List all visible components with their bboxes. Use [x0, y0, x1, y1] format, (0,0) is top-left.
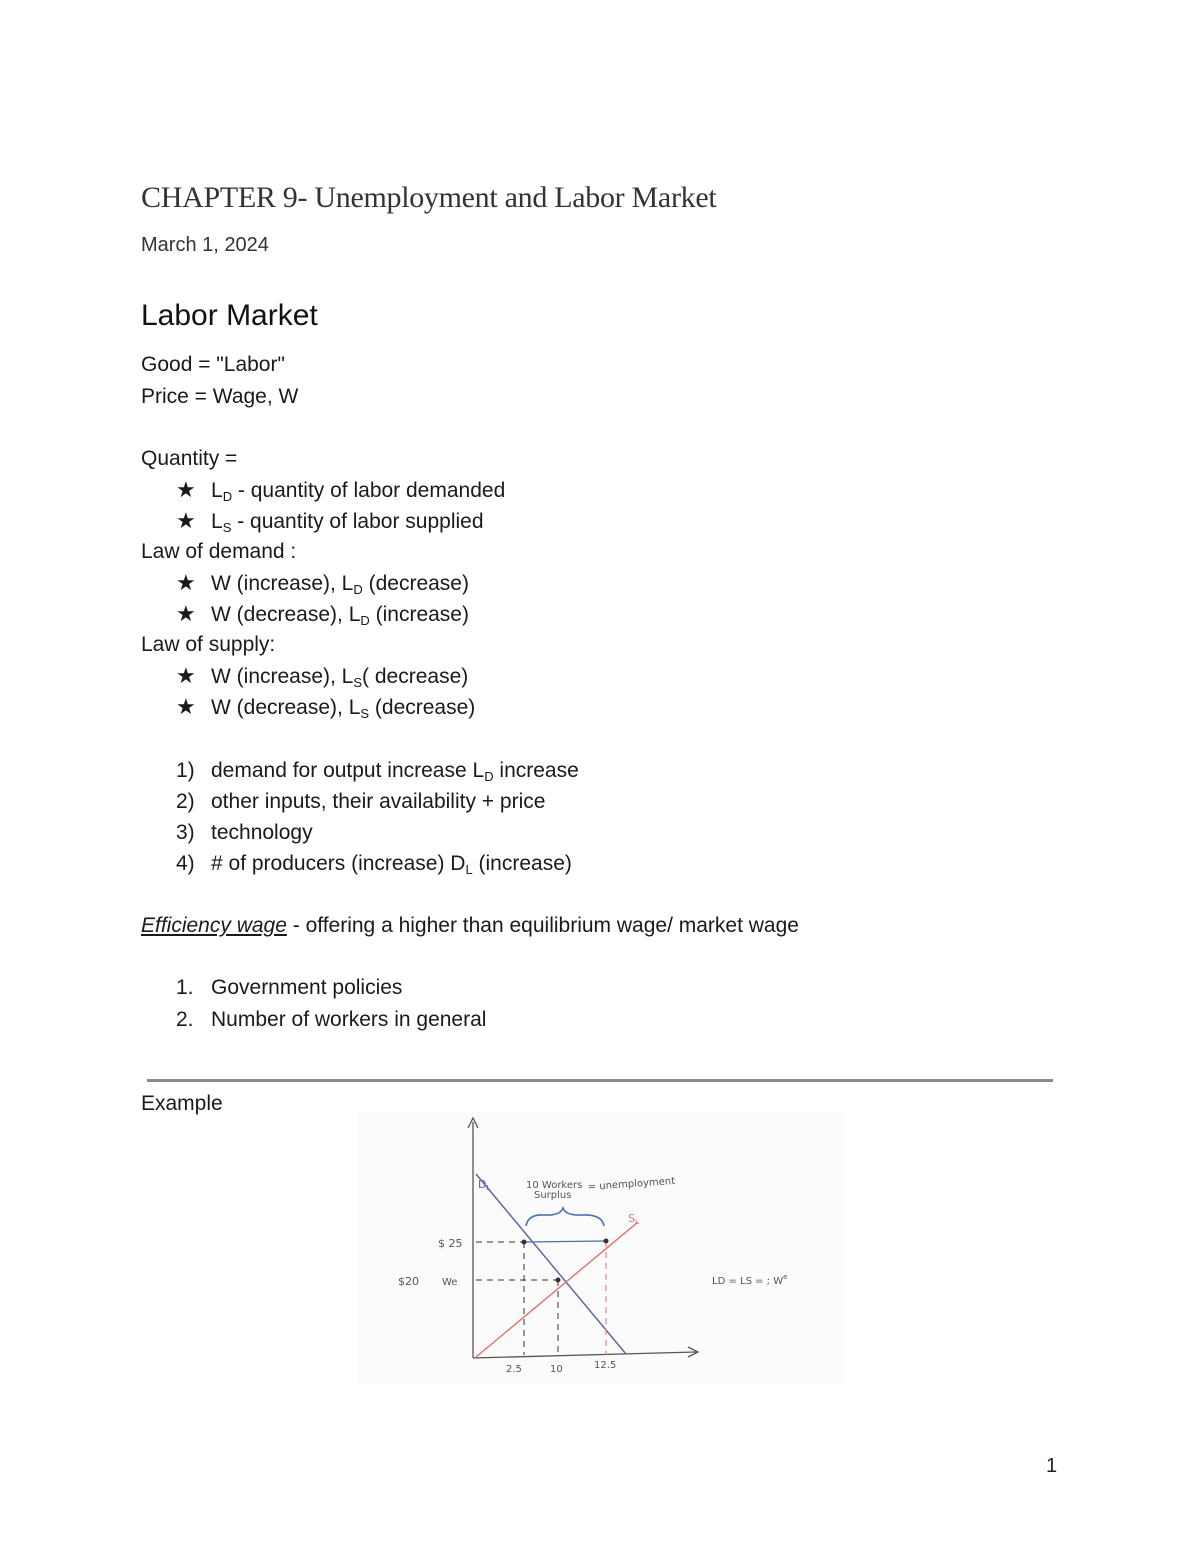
equilibrium-point [556, 1278, 561, 1283]
unemployment-note: = unemployment [587, 1175, 676, 1193]
price-line: Price = Wage, W [141, 385, 299, 408]
surplus-label-line2: Surplus [534, 1190, 572, 1201]
bullet-item: ★ $L_S$ - quantity of labor supplied [176, 508, 484, 535]
list-item: 2) other inputs, their availability + price [176, 790, 546, 813]
list-item: 2. Number of workers in general [176, 1008, 487, 1031]
star-bullet-icon: ★ [176, 570, 196, 595]
star-bullet-icon: ★ [176, 694, 196, 719]
demand-point [522, 1240, 527, 1245]
x-tick-label: 10 [550, 1364, 563, 1375]
efficiency-wage-definition: Efficiency wage - offering a higher than equilibrium wage/ market wage [141, 914, 799, 937]
list-item: 3) technology [176, 821, 313, 844]
good-line: Good = "Labor" [141, 353, 285, 376]
demand-label: DL [478, 1178, 491, 1192]
example-label: Example [141, 1092, 223, 1115]
supply-label: SL [628, 1212, 639, 1226]
x-tick-label: 2.5 [506, 1364, 522, 1375]
bullet-item: ★ W (increase), $L_D$ (decrease) [176, 570, 469, 597]
list-item: 1. Government policies [176, 976, 403, 999]
star-bullet-icon: ★ [176, 508, 196, 533]
equilibrium-note: LD = LS = ; $W^e$ [712, 1273, 788, 1287]
supply-point [604, 1239, 609, 1244]
bullet-item: ★ W (increase), $L_S$( decrease) [176, 663, 469, 690]
horizontal-divider [147, 1079, 1053, 1082]
star-bullet-icon: ★ [176, 601, 196, 626]
star-bullet-icon: ★ [176, 477, 196, 502]
quantity-label: Quantity = [141, 447, 238, 470]
x-tick-label: 12.5 [594, 1360, 617, 1371]
we-label: We [442, 1277, 458, 1288]
efficiency-wage-term: Efficiency wage [141, 914, 287, 937]
labor-market-sketch [358, 1112, 844, 1384]
bullet-item: ★ $L_D$ - quantity of labor demanded [176, 477, 506, 504]
price-eq-label: $20 [398, 1275, 419, 1288]
bullet-item: ★ W (decrease), $L_S$ (decrease) [176, 694, 476, 721]
chapter-title: CHAPTER 9- Unemployment and Labor Market [141, 181, 717, 214]
section-heading: Labor Market [141, 299, 318, 332]
star-bullet-icon: ★ [176, 663, 196, 688]
law-of-demand-label: Law of demand : [141, 540, 297, 563]
note-date: March 1, 2024 [141, 234, 269, 256]
list-item: 1) demand for output increase $L_D$ increase [176, 759, 579, 784]
page-number: 1 [1046, 1455, 1058, 1477]
sketch-background [358, 1112, 844, 1384]
bullet-item: ★ W (decrease), $L_D$ (increase) [176, 601, 469, 628]
price-high-label: $ 25 [438, 1237, 463, 1250]
list-item: 4) # of producers (increase) $D_L$ (increase) [176, 852, 572, 877]
surplus-label-line1: 10 Workers [526, 1180, 583, 1191]
law-of-supply-label: Law of supply: [141, 633, 276, 656]
